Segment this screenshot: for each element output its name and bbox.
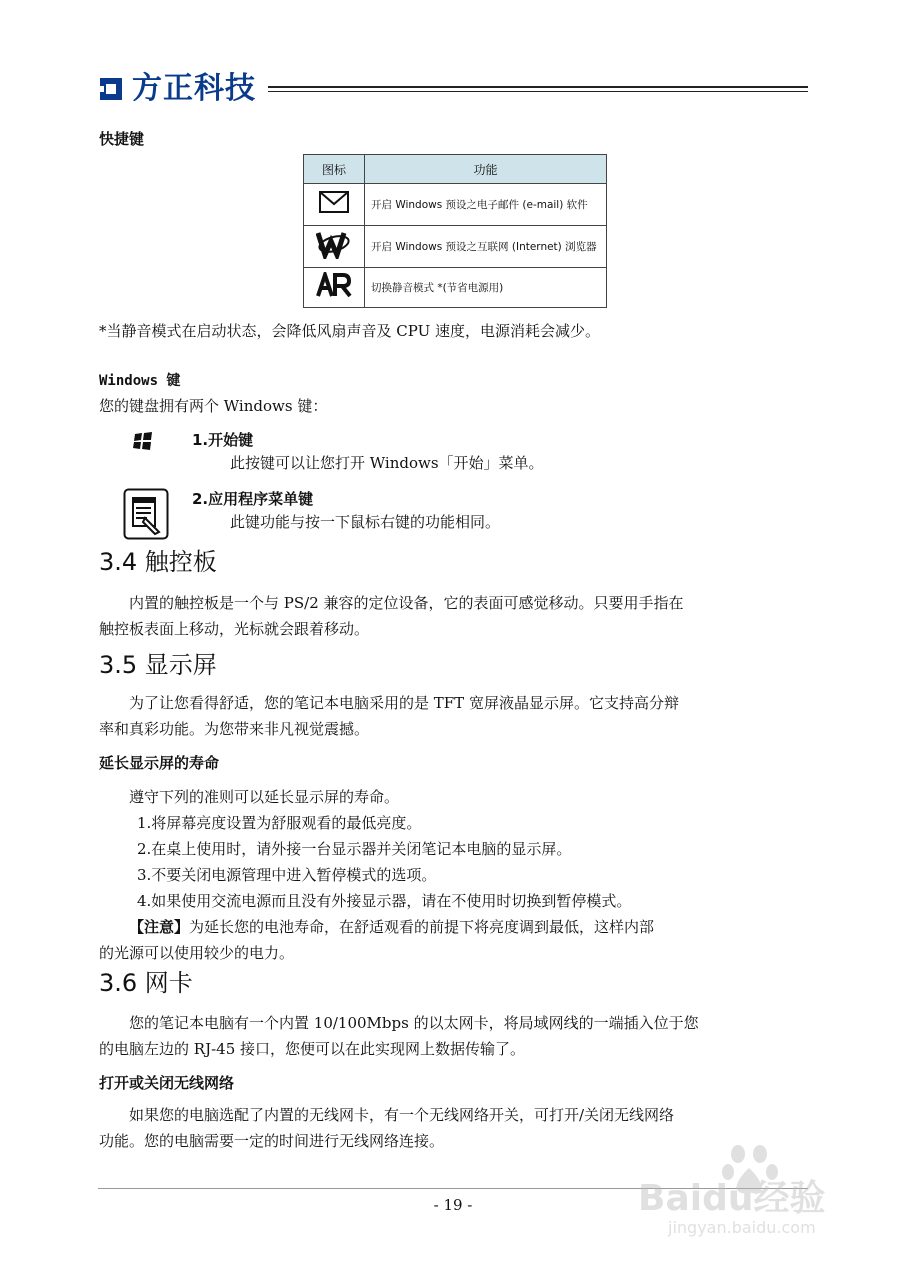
table-row <box>304 268 607 308</box>
paragraph-line: 如果您的电脑选配了内置的无线网卡，有一个无线网络开关，可打开/关闭无线网络 <box>129 1106 675 1124</box>
table-header-row <box>304 155 607 184</box>
col-icon-header: 图标 <box>304 155 365 184</box>
start-key-title: 1.开始键 <box>192 431 254 449</box>
paragraph-line: 功能。您的电脑需要一定的时间进行无线网络连接。 <box>99 1132 445 1150</box>
list-item: 3.不要关闭电源管理中进入暂停模式的选项。 <box>137 866 437 884</box>
section-heading-network: 3.6 网卡 <box>99 969 193 997</box>
windows-key-title: Windows 键 <box>99 373 181 389</box>
paragraph-line: 您的笔记本电脑有一个内置 10/100Mbps 的以太网卡，将局域网线的一端插入位于您 <box>129 1014 699 1032</box>
paragraph-line: 率和真彩功能。为您带来非凡视觉震撼。 <box>99 720 370 738</box>
header-rule-thin <box>268 91 808 92</box>
paragraph-line: 的电脑左边的 RJ-45 接口，您便可以在此实现网上数据传输了。 <box>99 1040 526 1058</box>
table-row <box>304 184 607 226</box>
table-row <box>304 226 607 268</box>
header-rule <box>268 86 808 88</box>
watermark-url: jingyan.baidu.com <box>668 1218 816 1237</box>
paragraph-line: 为了让您看得舒适，您的笔记本电脑采用的是 TFT 宽屏液晶显示屏。它支持高分辩 <box>129 694 679 712</box>
paragraph-line: 内置的触控板是一个与 PS/2 兼容的定位设备，它的表面可感觉移动。只要用手指在 <box>129 594 684 612</box>
windows-key-intro: 您的键盘拥有两个 Windows 键： <box>99 397 328 415</box>
mute-note: *当静音模式在启动状态，会降低风扇声音及 CPU 速度，电源消耗会减少。 <box>99 322 600 340</box>
envelope-icon <box>319 191 349 213</box>
windows-logo-icon <box>132 432 154 450</box>
row-function-text: 开启 Windows 预设之互联网 (Internet) 浏览器 <box>365 226 607 268</box>
app-menu-key-title: 2.应用程序菜单键 <box>192 490 314 508</box>
brand-logo <box>96 71 256 106</box>
list-item: 1.将屏幕亮度设置为舒服观看的最低亮度。 <box>137 814 422 832</box>
list-intro: 遵守下列的准则可以延长显示屏的寿命。 <box>129 788 400 806</box>
app-menu-key-desc: 此键功能与按一下鼠标右键的功能相同。 <box>230 513 501 531</box>
baidu-watermark <box>628 1140 868 1250</box>
network-paragraph <box>99 1010 811 1062</box>
browser-w-icon <box>316 229 352 259</box>
display-life-list <box>99 784 811 966</box>
app-menu-key-icon <box>123 488 169 540</box>
touchpad-paragraph <box>99 590 811 642</box>
section-heading-touchpad: 3.4 触控板 <box>99 548 217 576</box>
wireless-title: 打开或关闭无线网络 <box>99 1074 235 1092</box>
note-label: 【注意】 <box>129 918 190 936</box>
display-paragraph <box>99 690 811 742</box>
row-function-text: 开启 Windows 预设之电子邮件 (e-mail) 软件 <box>365 184 607 226</box>
note-line: 的光源可以使用较少的电力。 <box>99 944 295 962</box>
paragraph-line: 触控板表面上移动，光标就会跟着移动。 <box>99 620 370 638</box>
list-item: 2.在桌上使用时，请外接一台显示器并关闭笔记本电脑的显示屏。 <box>137 840 572 858</box>
row-function-text: 切换静音模式 *(节省电源用) <box>365 268 607 308</box>
start-key-desc: 此按键可以让您打开 Windows「开始」菜单。 <box>230 454 544 472</box>
founder-logo-icon <box>96 74 126 104</box>
logo-text: 方正科技 <box>132 71 256 106</box>
col-function-header: 功能 <box>365 155 607 184</box>
note-line <box>99 914 811 940</box>
watermark-brand: Baidu经验 <box>638 1178 826 1219</box>
note-text: 为延长您的电池寿命，在舒适观看的前提下将亮度调到最低，这样内部 <box>189 918 655 936</box>
mute-ar-icon <box>316 272 352 298</box>
shortcut-table <box>303 154 607 308</box>
shortcut-title: 快捷键 <box>99 130 145 148</box>
display-life-title: 延长显示屏的寿命 <box>99 754 220 772</box>
list-item: 4.如果使用交流电源而且没有外接显示器，请在不使用时切换到暂停模式。 <box>137 892 632 910</box>
section-heading-display: 3.5 显示屏 <box>99 651 217 679</box>
page-number: - 19 - <box>433 1196 473 1214</box>
